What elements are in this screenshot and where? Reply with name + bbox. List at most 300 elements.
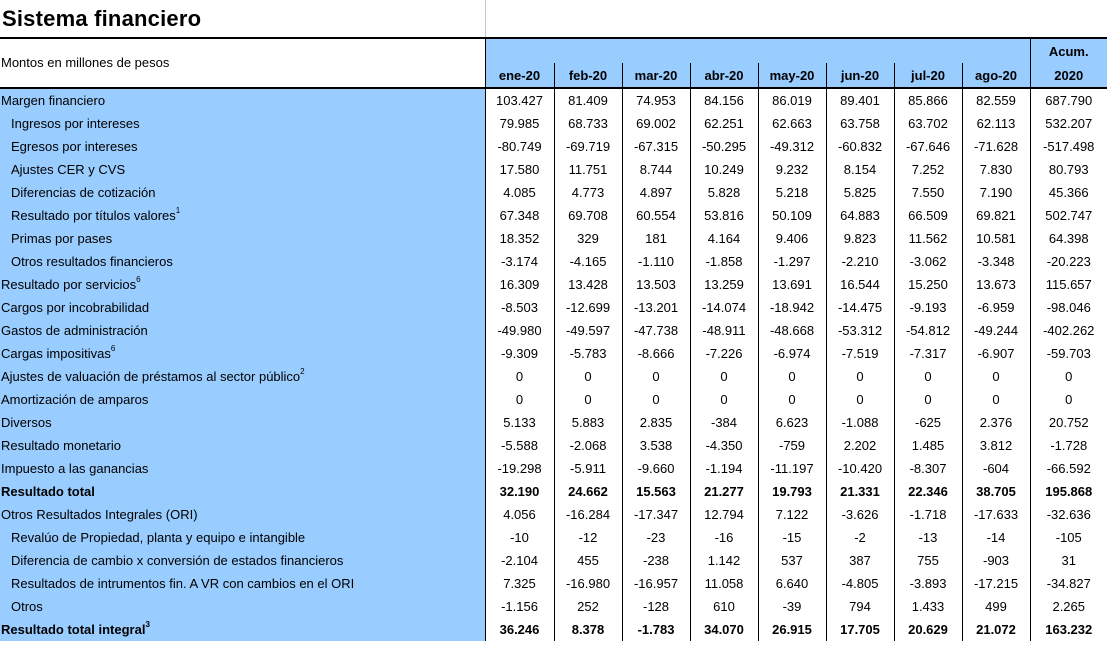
table-cell: 537 (758, 549, 826, 572)
row-label (0, 135, 485, 158)
row-label (0, 480, 485, 503)
row-label (0, 227, 485, 250)
table-row (0, 135, 1107, 158)
table-cell: -5.588 (485, 434, 554, 457)
table-cell: 38.705 (962, 480, 1030, 503)
row-label (0, 434, 485, 457)
table-row (0, 319, 1107, 342)
table-cell: 532.207 (1030, 112, 1107, 135)
table-cell: 79.985 (485, 112, 554, 135)
table-cell: 4.164 (690, 227, 758, 250)
table-cell: -14 (962, 526, 1030, 549)
table-cell: 26.915 (758, 618, 826, 641)
table-cell: -67.646 (894, 135, 962, 158)
table-cell: 2.202 (826, 434, 894, 457)
column-header: abr-20 (690, 63, 758, 88)
table-cell: 13.428 (554, 273, 622, 296)
table-cell: -9.660 (622, 457, 690, 480)
units-caption: Montos en millones de pesos (0, 39, 485, 88)
row-label-text: Cargas impositivas (1, 346, 111, 361)
table-cell: 3.538 (622, 434, 690, 457)
table-cell: 499 (962, 595, 1030, 618)
table-cell: 755 (894, 549, 962, 572)
table-cell: -20.223 (1030, 250, 1107, 273)
table-cell: 0 (894, 388, 962, 411)
table-cell: 13.691 (758, 273, 826, 296)
acum-header: Acum. (1030, 39, 1107, 63)
table-cell: -80.749 (485, 135, 554, 158)
table-cell: 455 (554, 549, 622, 572)
table-cell: 20.629 (894, 618, 962, 641)
table-cell: 53.816 (690, 204, 758, 227)
table-cell: -3.062 (894, 250, 962, 273)
table-row (0, 388, 1107, 411)
table-cell: -2.068 (554, 434, 622, 457)
table-cell: -1.194 (690, 457, 758, 480)
table-body (0, 88, 1107, 641)
table-cell: 163.232 (1030, 618, 1107, 641)
table-cell: -17.347 (622, 503, 690, 526)
table-cell: -105 (1030, 526, 1107, 549)
table-cell: 0 (1030, 365, 1107, 388)
table-cell: 9.232 (758, 158, 826, 181)
table-cell: -6.974 (758, 342, 826, 365)
table-cell: -59.703 (1030, 342, 1107, 365)
table-cell: 0 (826, 365, 894, 388)
table-row (0, 480, 1107, 503)
table-cell: 69.821 (962, 204, 1030, 227)
table-cell: -8.503 (485, 296, 554, 319)
table-cell: 9.406 (758, 227, 826, 250)
row-label (0, 365, 485, 388)
table-cell: 387 (826, 549, 894, 572)
table-cell: -50.295 (690, 135, 758, 158)
row-label-text: Primas por pases (11, 231, 113, 246)
table-cell: 794 (826, 595, 894, 618)
table-row (0, 572, 1107, 595)
table-cell: 63.702 (894, 112, 962, 135)
table-cell: -625 (894, 411, 962, 434)
table-cell: 60.554 (622, 204, 690, 227)
row-label (0, 549, 485, 572)
table-cell: 0 (758, 388, 826, 411)
table-cell: -2.104 (485, 549, 554, 572)
table-cell: 89.401 (826, 88, 894, 112)
row-label (0, 411, 485, 434)
table-cell: -49.312 (758, 135, 826, 158)
row-label-text: Impuesto a las ganancias (1, 461, 149, 476)
table-cell: 67.348 (485, 204, 554, 227)
table-cell: 16.309 (485, 273, 554, 296)
table-cell: -1.088 (826, 411, 894, 434)
table-cell: 5.883 (554, 411, 622, 434)
row-label (0, 204, 485, 227)
row-label (0, 250, 485, 273)
table-cell: 84.156 (690, 88, 758, 112)
table-cell: 82.559 (962, 88, 1030, 112)
table-row (0, 503, 1107, 526)
table-cell: 32.190 (485, 480, 554, 503)
table-cell: 64.398 (1030, 227, 1107, 250)
header-row-top (0, 39, 1107, 63)
table-cell: 2.376 (962, 411, 1030, 434)
row-label-text: Margen financiero (1, 93, 106, 108)
table-cell: 17.580 (485, 158, 554, 181)
row-label (0, 112, 485, 135)
table-cell: -12.699 (554, 296, 622, 319)
table-cell: -66.592 (1030, 457, 1107, 480)
table-cell: 62.251 (690, 112, 758, 135)
row-label (0, 572, 485, 595)
table-cell: 16.544 (826, 273, 894, 296)
table-cell: 8.378 (554, 618, 622, 641)
table-cell: 21.331 (826, 480, 894, 503)
table-row (0, 112, 1107, 135)
table-cell: 11.562 (894, 227, 962, 250)
table-cell: 8.744 (622, 158, 690, 181)
table-cell: 0 (690, 388, 758, 411)
table-cell: -9.309 (485, 342, 554, 365)
row-label-text: Cargos por incobrabilidad (1, 300, 150, 315)
column-header: mar-20 (622, 63, 690, 88)
table-cell: -23 (622, 526, 690, 549)
table-cell: 7.190 (962, 181, 1030, 204)
table-cell: -54.812 (894, 319, 962, 342)
table-cell: -1.718 (894, 503, 962, 526)
table-cell: 66.509 (894, 204, 962, 227)
table-cell: -49.244 (962, 319, 1030, 342)
table-cell: -604 (962, 457, 1030, 480)
table-cell: 7.550 (894, 181, 962, 204)
table-row (0, 227, 1107, 250)
table-cell: 687.790 (1030, 88, 1107, 112)
table-cell: 4.773 (554, 181, 622, 204)
row-label-text: Ingresos por intereses (11, 116, 140, 131)
table-cell: 21.072 (962, 618, 1030, 641)
table-cell: 36.246 (485, 618, 554, 641)
row-label (0, 181, 485, 204)
table-row (0, 342, 1107, 365)
table-cell: -32.636 (1030, 503, 1107, 526)
table-cell: 2.265 (1030, 595, 1107, 618)
table-row (0, 181, 1107, 204)
footnote-marker: 2 (300, 367, 305, 376)
header-blank (485, 39, 1030, 63)
row-label-text: Diferencia de cambio x conversión de estados financieros (11, 553, 344, 568)
table-cell: 68.733 (554, 112, 622, 135)
table-cell: -39 (758, 595, 826, 618)
footnote-marker: 3 (145, 620, 150, 629)
table-cell: -759 (758, 434, 826, 457)
table-cell: -14.074 (690, 296, 758, 319)
table-cell: -1.110 (622, 250, 690, 273)
row-label (0, 273, 485, 296)
row-label-text: Diferencias de cotización (11, 185, 156, 200)
table-cell: 64.883 (826, 204, 894, 227)
row-label (0, 526, 485, 549)
table-cell: 15.250 (894, 273, 962, 296)
table-cell: 9.823 (826, 227, 894, 250)
table-cell: 81.409 (554, 88, 622, 112)
table-cell: 62.113 (962, 112, 1030, 135)
table-row (0, 273, 1107, 296)
table-cell: 7.830 (962, 158, 1030, 181)
table-cell: -8.666 (622, 342, 690, 365)
table-cell: -6.907 (962, 342, 1030, 365)
footnote-marker: 6 (110, 344, 116, 353)
row-label-text: Resultado por títulos valores (11, 208, 176, 223)
table-cell: -60.832 (826, 135, 894, 158)
table-cell: -16.980 (554, 572, 622, 595)
row-label (0, 595, 485, 618)
row-label-text: Resultados de intrumentos fin. A VR con cambios en el ORI (11, 576, 355, 591)
table-cell: 0 (962, 388, 1030, 411)
row-label-text: Ajustes CER y CVS (11, 162, 126, 177)
table-row (0, 411, 1107, 434)
table-cell: -5.783 (554, 342, 622, 365)
row-label-text: Amortización de amparos (1, 392, 149, 407)
table-cell: -128 (622, 595, 690, 618)
table-cell: -34.827 (1030, 572, 1107, 595)
row-label (0, 319, 485, 342)
table-cell: -16.957 (622, 572, 690, 595)
table-cell: 0 (826, 388, 894, 411)
column-header: jun-20 (826, 63, 894, 88)
table-row (0, 365, 1107, 388)
table-cell: -17.215 (962, 572, 1030, 595)
row-label (0, 296, 485, 319)
table-cell: -903 (962, 549, 1030, 572)
table-cell: 0 (622, 388, 690, 411)
footnote-marker: 1 (175, 206, 181, 215)
column-header: feb-20 (554, 63, 622, 88)
table-cell: -2 (826, 526, 894, 549)
row-label-text: Egresos por intereses (11, 139, 138, 154)
row-label (0, 158, 485, 181)
table-cell: -16.284 (554, 503, 622, 526)
table-cell: -49.980 (485, 319, 554, 342)
table-cell: 11.058 (690, 572, 758, 595)
table-cell: -17.633 (962, 503, 1030, 526)
table-cell: -98.046 (1030, 296, 1107, 319)
table-cell: 4.056 (485, 503, 554, 526)
table-cell: 4.897 (622, 181, 690, 204)
table-cell: 74.953 (622, 88, 690, 112)
table-row (0, 549, 1107, 572)
table-cell: 5.828 (690, 181, 758, 204)
table-cell: 22.346 (894, 480, 962, 503)
table-cell: -517.498 (1030, 135, 1107, 158)
table-cell: -49.597 (554, 319, 622, 342)
table-cell: 6.640 (758, 572, 826, 595)
table-cell: -3.174 (485, 250, 554, 273)
table-cell: 4.085 (485, 181, 554, 204)
table-cell: 0 (554, 388, 622, 411)
table-row (0, 457, 1107, 480)
row-label-text: Otros (11, 599, 43, 614)
table-cell: 8.154 (826, 158, 894, 181)
table-cell: 85.866 (894, 88, 962, 112)
table-cell: 13.673 (962, 273, 1030, 296)
table-cell: -13.201 (622, 296, 690, 319)
table-cell: -238 (622, 549, 690, 572)
table-cell: 13.259 (690, 273, 758, 296)
row-label-text: Resultado total integral (1, 622, 146, 637)
table-cell: 195.868 (1030, 480, 1107, 503)
table-cell: 34.070 (690, 618, 758, 641)
table-cell: -12 (554, 526, 622, 549)
table-cell: -13 (894, 526, 962, 549)
row-label (0, 503, 485, 526)
table-cell: 0 (962, 365, 1030, 388)
table-cell: 17.705 (826, 618, 894, 641)
table-cell: 15.563 (622, 480, 690, 503)
table-cell: 5.133 (485, 411, 554, 434)
table-cell: 0 (894, 365, 962, 388)
table-cell: -14.475 (826, 296, 894, 319)
table-cell: 7.122 (758, 503, 826, 526)
column-header: ago-20 (962, 63, 1030, 88)
table-cell: 31 (1030, 549, 1107, 572)
column-header: may-20 (758, 63, 826, 88)
page-title: Sistema financiero (2, 6, 202, 31)
table-cell: 7.252 (894, 158, 962, 181)
table-cell: 63.758 (826, 112, 894, 135)
table-row (0, 296, 1107, 319)
table-cell: 50.109 (758, 204, 826, 227)
table-cell: 181 (622, 227, 690, 250)
table-cell: 610 (690, 595, 758, 618)
table-cell: -15 (758, 526, 826, 549)
table-cell: -1.297 (758, 250, 826, 273)
table-cell: 5.825 (826, 181, 894, 204)
table-row (0, 434, 1107, 457)
table-cell: -16 (690, 526, 758, 549)
table-cell: 69.002 (622, 112, 690, 135)
table-cell: -48.668 (758, 319, 826, 342)
table-cell: 18.352 (485, 227, 554, 250)
table-cell: -5.911 (554, 457, 622, 480)
row-label-text: Revalúo de Propiedad, planta y equipo e intangible (11, 530, 306, 545)
row-label-text: Resultado total (1, 484, 95, 499)
table-row (0, 88, 1107, 112)
table-cell: -19.298 (485, 457, 554, 480)
table-cell: -3.626 (826, 503, 894, 526)
table-cell: 115.657 (1030, 273, 1107, 296)
table-cell: -48.911 (690, 319, 758, 342)
table-cell: 1.433 (894, 595, 962, 618)
table-cell: -1.858 (690, 250, 758, 273)
table-cell: 0 (1030, 388, 1107, 411)
table-cell: -10 (485, 526, 554, 549)
row-label (0, 388, 485, 411)
row-label-text: Ajustes de valuación de préstamos al sector público (1, 369, 301, 384)
table-cell: 1.142 (690, 549, 758, 572)
table-cell: -53.312 (826, 319, 894, 342)
row-label (0, 457, 485, 480)
row-label-text: Resultado por servicios (1, 277, 137, 292)
table-cell: 86.019 (758, 88, 826, 112)
table-cell: 502.747 (1030, 204, 1107, 227)
table-cell: -402.262 (1030, 319, 1107, 342)
table-row (0, 204, 1107, 227)
table-cell: 103.427 (485, 88, 554, 112)
table-cell: 11.751 (554, 158, 622, 181)
title-area (0, 0, 1107, 38)
row-label-text: Resultado monetario (1, 438, 121, 453)
table-cell: -3.348 (962, 250, 1030, 273)
table-cell: -3.893 (894, 572, 962, 595)
table-cell: 0 (690, 365, 758, 388)
table-cell: 0 (622, 365, 690, 388)
table-cell: -8.307 (894, 457, 962, 480)
table-cell: -1.156 (485, 595, 554, 618)
table-cell: 7.325 (485, 572, 554, 595)
table-cell: 252 (554, 595, 622, 618)
table-cell: 3.812 (962, 434, 1030, 457)
table-cell: 0 (758, 365, 826, 388)
table-row (0, 526, 1107, 549)
row-label (0, 88, 485, 112)
table-cell: 0 (485, 388, 554, 411)
table-cell: 0 (485, 365, 554, 388)
financial-table (0, 39, 1107, 641)
footnote-marker: 6 (136, 275, 141, 284)
table-cell: 13.503 (622, 273, 690, 296)
table-row (0, 250, 1107, 273)
table-cell: 19.793 (758, 480, 826, 503)
table-cell: -7.317 (894, 342, 962, 365)
table-cell: 1.485 (894, 434, 962, 457)
row-label-text: Diversos (1, 415, 52, 430)
table-cell: -4.350 (690, 434, 758, 457)
table-cell: -11.197 (758, 457, 826, 480)
table-cell: 62.663 (758, 112, 826, 135)
table-cell: -2.210 (826, 250, 894, 273)
table-cell: 329 (554, 227, 622, 250)
table-cell: -69.719 (554, 135, 622, 158)
table-cell: 24.662 (554, 480, 622, 503)
table-cell: 69.708 (554, 204, 622, 227)
table-cell: -7.226 (690, 342, 758, 365)
table-cell: 80.793 (1030, 158, 1107, 181)
row-label (0, 342, 485, 365)
column-header: jul-20 (894, 63, 962, 88)
row-label-text: Gastos de administración (1, 323, 148, 338)
row-label-text: Otros Resultados Integrales (ORI) (1, 507, 198, 522)
table-cell: 0 (554, 365, 622, 388)
table-row (0, 595, 1107, 618)
table-cell: -67.315 (622, 135, 690, 158)
table-cell: 10.249 (690, 158, 758, 181)
table-cell: 10.581 (962, 227, 1030, 250)
row-label-text: Otros resultados financieros (11, 254, 173, 269)
table-cell: 20.752 (1030, 411, 1107, 434)
table-row (0, 618, 1107, 641)
table-cell: -71.628 (962, 135, 1030, 158)
table-cell: 5.218 (758, 181, 826, 204)
table-cell: -47.738 (622, 319, 690, 342)
table-cell: 12.794 (690, 503, 758, 526)
table-cell: -4.165 (554, 250, 622, 273)
table-cell: -1.783 (622, 618, 690, 641)
table-cell: -384 (690, 411, 758, 434)
table-cell: 45.366 (1030, 181, 1107, 204)
table-cell: 2.835 (622, 411, 690, 434)
table-cell: -4.805 (826, 572, 894, 595)
table-cell: 21.277 (690, 480, 758, 503)
table-cell: -10.420 (826, 457, 894, 480)
